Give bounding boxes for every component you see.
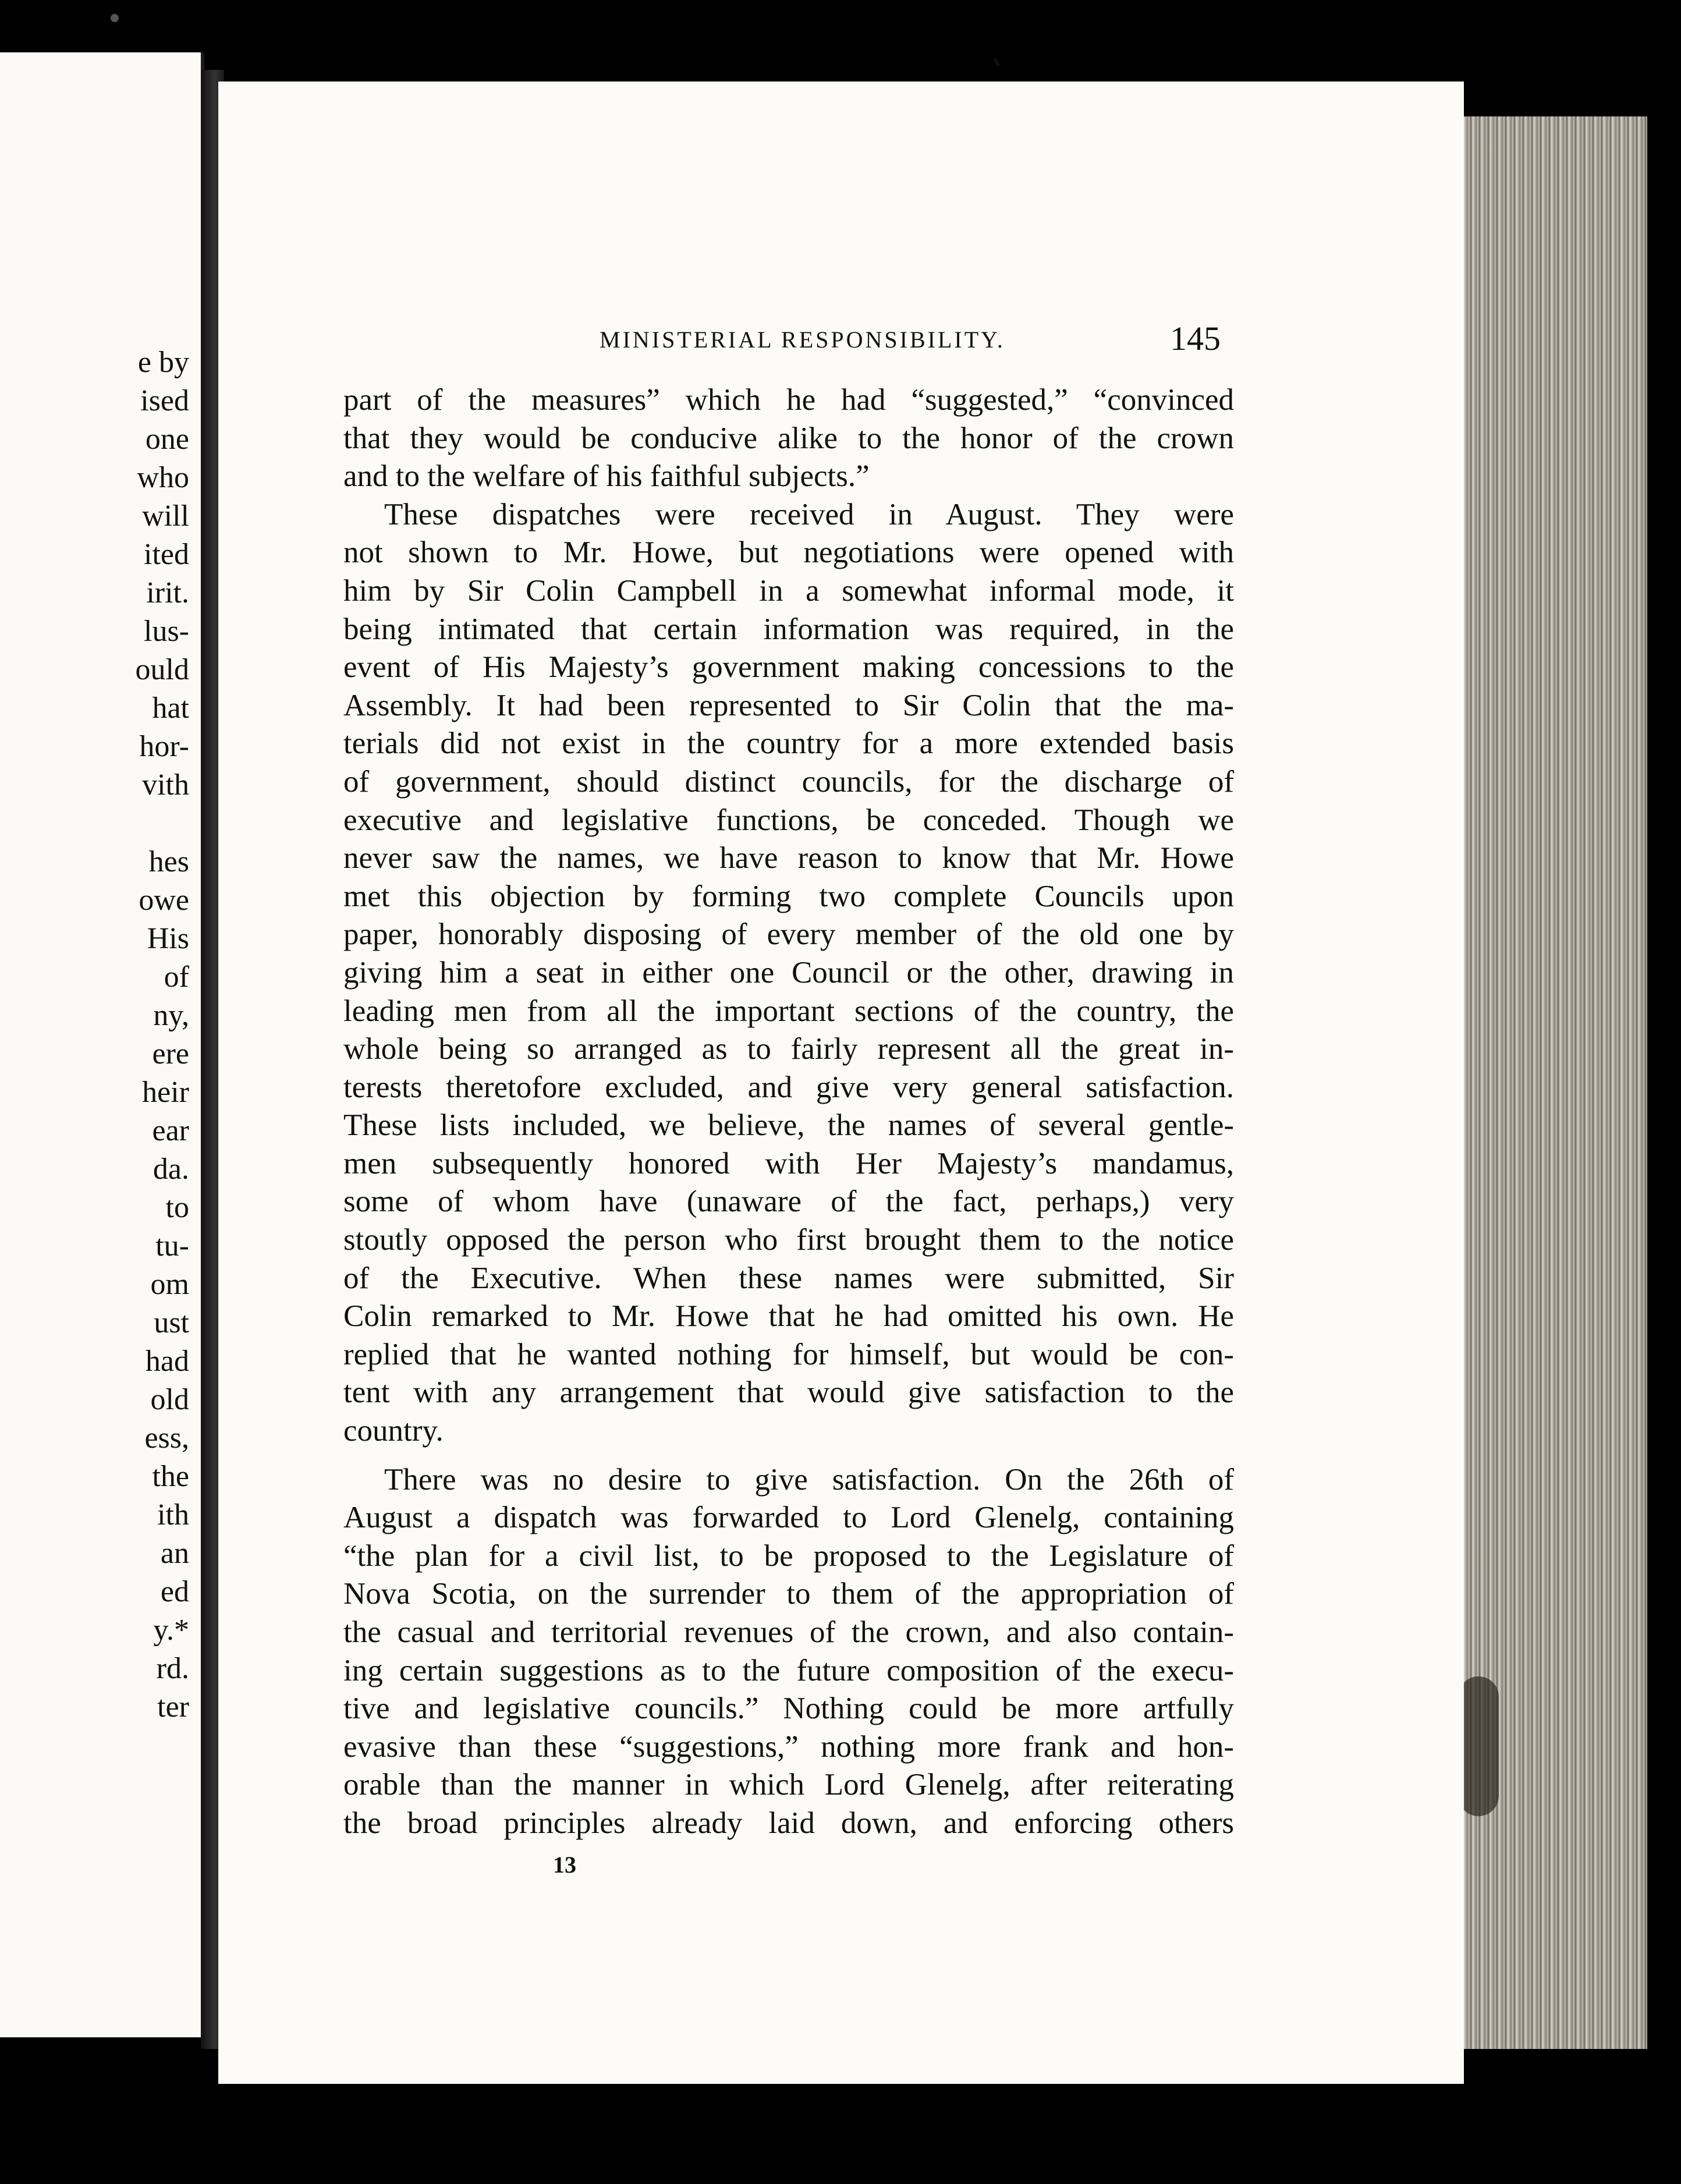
dust-speck: [994, 58, 1000, 67]
text-line: evasive than these “suggestions,” nothing more frank and hon-: [343, 1729, 1234, 1764]
left-fragment: lus-: [144, 615, 189, 648]
left-fragment: om: [150, 1268, 189, 1301]
text-line: paper, honorably disposing of every member of the old one by: [343, 917, 1234, 952]
left-fragment: one: [145, 423, 189, 456]
text-line: tive and legislative councils.” Nothing could be more artfully: [343, 1692, 1234, 1726]
left-fragment: vith: [142, 768, 189, 802]
text-line: men subsequently honored with Her Majesty’s mandamus,: [343, 1146, 1234, 1180]
text-line: the broad principles already laid down, and enforcing others: [343, 1806, 1234, 1840]
left-fragment: the: [152, 1460, 189, 1493]
left-fragment: rd.: [156, 1652, 189, 1685]
text-line: event of His Majesty’s government making concessions to the: [343, 650, 1234, 685]
text-line: whole being so arranged as to fairly represent all the great in-: [343, 1032, 1234, 1066]
text-line: Assembly. It had been represented to Sir Colin that the ma-: [343, 688, 1234, 722]
left-fragment: ust: [154, 1306, 189, 1339]
text-line: terials did not exist in the country for a more extended basis: [343, 726, 1234, 761]
dust-speck: [111, 14, 119, 22]
left-page-text-fragments: [136, 343, 189, 1726]
left-fragment: who: [137, 461, 189, 494]
left-fragment: His: [147, 922, 189, 955]
text-line: never saw the names, we have reason to know that Mr. Howe: [343, 841, 1234, 875]
text-line: terests theretofore excluded, and give very general satisfaction.: [343, 1070, 1234, 1104]
paragraph-gap: [343, 1451, 1234, 1461]
text-line: of the Executive. When these names were submitted, Sir: [343, 1261, 1234, 1295]
left-fragment: irit.: [146, 576, 189, 609]
signature-mark: 13: [553, 1852, 576, 1878]
text-line: the casual and territorial revenues of the crown, and also contain-: [343, 1615, 1234, 1649]
left-fragment: ith: [157, 1498, 189, 1531]
body-text: [343, 381, 1234, 1843]
text-line: Colin remarked to Mr. Howe that he had omitted his own. He: [343, 1299, 1234, 1334]
left-fragment: hat: [152, 692, 189, 725]
left-fragment: ited: [144, 538, 189, 571]
text-line: orable than the manner in which Lord Glenelg, after reiterating: [343, 1768, 1234, 1802]
text-line: These lists included, we believe, the names of several gentle-: [343, 1108, 1234, 1143]
left-fragment: ere: [152, 1037, 189, 1070]
text-line: Nova Scotia, on the surrender to them of the appropriation of: [343, 1577, 1234, 1611]
text-line: “the plan for a civil list, to be proposed to the Legislature of: [343, 1538, 1234, 1573]
text-line: that they would be conducive alike to the honor of the crown: [343, 421, 1234, 455]
text-line: August a dispatch was forwarded to Lord Glenelg, containing: [343, 1501, 1234, 1535]
running-head: MINISTERIAL RESPONSIBILITY.: [600, 327, 1005, 353]
text-line: not shown to Mr. Howe, but negotiations were opened with: [343, 536, 1234, 570]
text-line: and to the welfare of his faithful subjects.”: [343, 459, 870, 494]
left-fragment: to: [165, 1191, 189, 1224]
left-fragment: heir: [142, 1076, 189, 1109]
left-fragment: da.: [153, 1153, 189, 1186]
left-fragment: ould: [135, 653, 189, 686]
left-fragment: hor-: [139, 730, 189, 763]
left-fragment: e by: [137, 346, 189, 379]
left-fragment: ny,: [153, 999, 189, 1032]
text-line: of government, should distinct councils, for the discharge of: [343, 764, 1234, 799]
text-line: executive and legislative functions, be conceded. Though we: [343, 803, 1234, 837]
left-fragment: tu-: [155, 1229, 189, 1263]
text-line: him by Sir Colin Campbell in a somewhat informal mode, it: [343, 573, 1234, 608]
text-line: ing certain suggestions as to the future composition of the execu-: [343, 1653, 1234, 1687]
left-fragment: old: [150, 1383, 189, 1416]
text-line: country.: [343, 1414, 444, 1448]
page-number: 145: [1170, 320, 1221, 357]
text-line: giving him a seat in either one Council or the other, drawing in: [343, 955, 1234, 990]
text-line: part of the measures” which he had “suggested,” “convinced: [343, 383, 1234, 417]
left-fragment: hes: [148, 845, 189, 878]
left-fragment: ised: [140, 384, 189, 417]
left-fragment: will: [142, 499, 189, 533]
left-fragment: owe: [139, 884, 189, 917]
text-line: leading men from all the important sections of the country, the: [343, 994, 1234, 1028]
text-line: tent with any arrangement that would give satisfaction to the: [343, 1375, 1234, 1410]
left-fragment: y.*: [153, 1614, 189, 1647]
text-line: These dispatches were received in August. They were: [384, 497, 1234, 531]
left-facing-page: [0, 52, 204, 2037]
text-line: being intimated that certain information was required, in the: [343, 612, 1234, 646]
text-line: There was no desire to give satisfaction. On the 26th of: [384, 1462, 1234, 1497]
left-fragment-gap: [136, 804, 189, 843]
text-line: met this objection by forming two complete Councils upon: [343, 879, 1234, 913]
text-line: replied that he wanted nothing for himself, but would be con-: [343, 1337, 1234, 1371]
text-line: stoutly opposed the person who first brought them to the notice: [343, 1223, 1234, 1257]
left-fragment: ed: [160, 1575, 189, 1608]
left-fragment: an: [160, 1537, 189, 1570]
left-fragment: ter: [157, 1690, 189, 1724]
text-line: some of whom have (unaware of the fact, perhaps,) very: [343, 1185, 1234, 1219]
left-fragment: ear: [152, 1114, 189, 1147]
left-fragment: had: [145, 1345, 189, 1378]
left-fragment: of: [164, 960, 189, 994]
left-fragment: ess,: [144, 1421, 189, 1455]
edge-smudge: [1458, 1676, 1499, 1816]
